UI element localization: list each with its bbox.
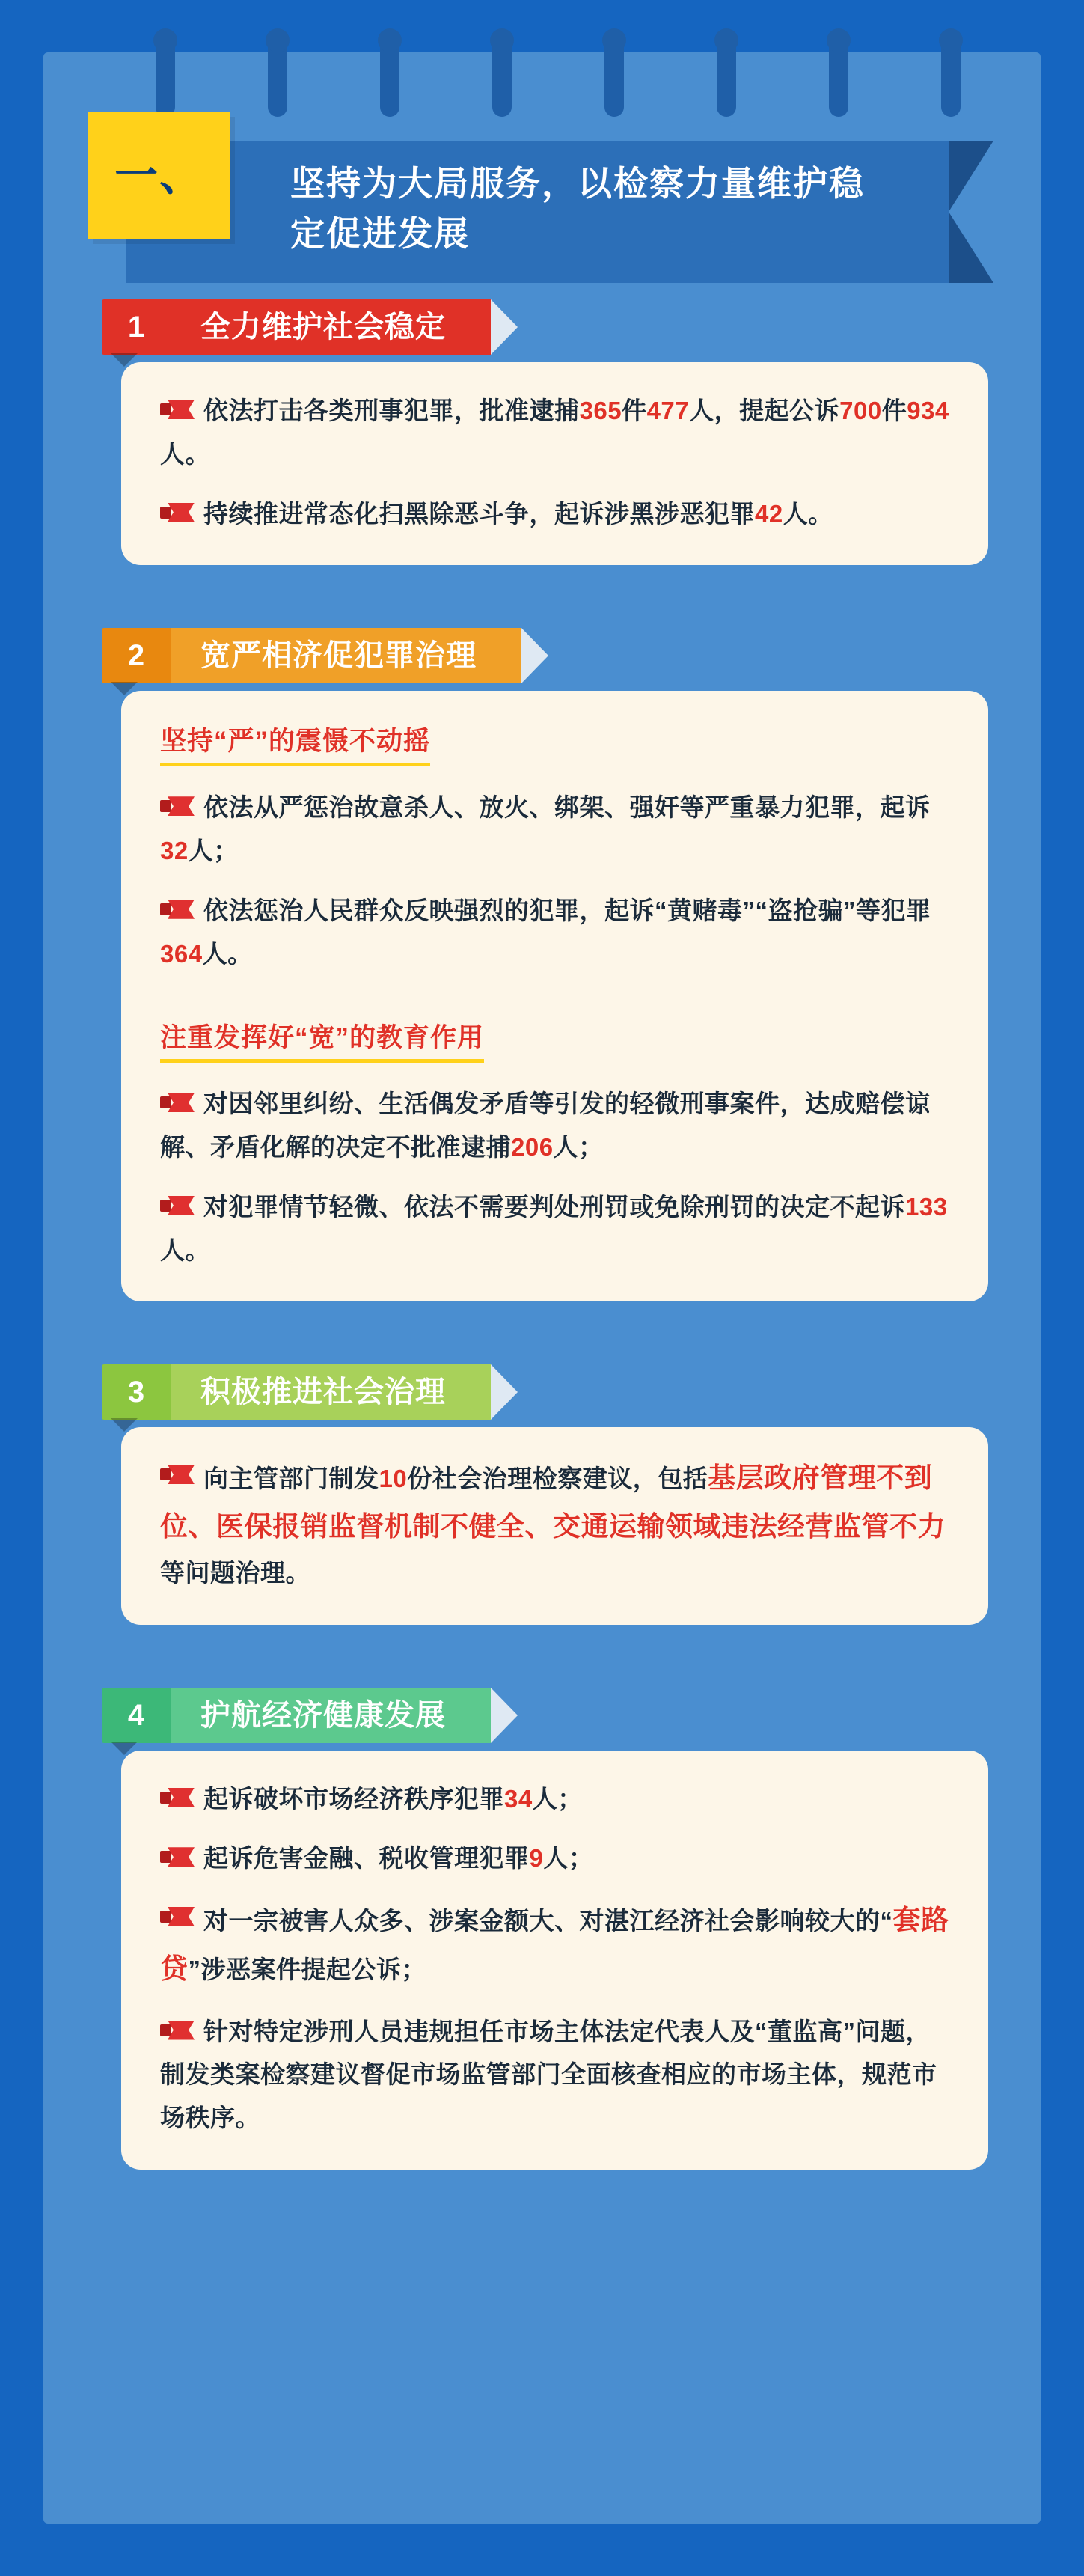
ring-icon [604,36,624,117]
text-run: ”涉恶案件提起公诉； [188,1955,426,1983]
section-header [102,1364,996,1427]
highlight-text: 10 [379,1465,408,1493]
bullet-item [160,1837,949,1880]
text-run: 对犯罪情节轻微、依法不需要判处刑罚或免除刑罚的决定不起诉 [203,1192,905,1221]
section-4 [88,1688,996,2170]
section-3 [88,1364,996,1624]
text-run: 起诉危害金融、税收管理犯罪 [203,1844,530,1873]
highlight-text: 32 [160,837,189,864]
flag-bullet-icon [160,1465,195,1484]
highlight-text: 42 [755,499,783,528]
bullet-item [160,1896,949,1994]
section-number-badge [102,1364,171,1420]
section-number-badge [102,299,171,355]
chapter-title: 坚持为大局服务，以检察力量维护稳定促进发展 [290,164,865,253]
content-root [0,112,1084,2232]
section-header [102,299,996,362]
text-run: 人。 [202,939,253,968]
ring-icon [380,36,399,117]
section-number: 4 [127,1698,145,1732]
spacer [88,579,996,628]
highlight-text: 34 [504,1784,533,1813]
bullet-item [160,786,949,873]
spacer [88,1638,996,1688]
text-run: 人； [188,837,239,864]
flag-bullet-icon [160,1093,195,1112]
chapter-number-badge [88,112,230,239]
highlight-text: 934 [907,397,949,424]
text-run: 件 [622,397,647,424]
ring-icon [717,36,736,117]
bullet-item [160,1185,949,1272]
chapter-number: 一、 [114,151,204,200]
highlight-text: 364 [160,939,203,968]
sub-heading: 坚持“严”的震慑不动摇 [160,721,430,766]
flag-bullet-icon [160,1847,195,1867]
flag-bullet-icon [160,1907,195,1926]
sub-heading: 注重发挥好“宽”的教育作用 [160,1017,484,1063]
text-run: 依法从严惩治故意杀人、放火、绑架、强奸等严重暴力犯罪，起诉 [203,793,931,822]
highlight-text: 基层政府管理不到位、医保报销监督机制不健全、交通运输领域违法经营监管不力 [160,1462,946,1542]
bullet-item [160,1082,949,1169]
ring-icon [492,36,512,117]
text-run: 向主管部门制发 [203,1465,379,1493]
section-header [102,628,996,691]
text-run: 份社会治理检察建议，包括 [407,1465,708,1493]
highlight-text: 477 [646,397,690,424]
highlight-text: 9 [529,1844,544,1873]
highlight-text: 206 [511,1133,554,1161]
bullet-item [160,492,949,536]
highlight-text: 365 [579,397,622,424]
highlight-text: 700 [839,397,882,424]
section-card [121,362,988,565]
section-card [121,691,988,1301]
text-run: 对一宗被害人众多、涉案金额大、对湛江经济社会影响较大的“ [203,1907,893,1935]
text-run: 依法打击各类刑事犯罪，批准逮捕 [203,397,580,424]
ring-icon [829,36,848,117]
section-header [102,1688,996,1751]
flag-bullet-icon [160,1788,195,1807]
section-1 [88,299,996,565]
section-title: 积极推进社会治理 [171,1364,491,1420]
flag-bullet-icon [160,503,195,522]
chapter-header [88,112,996,299]
text-run: 人； [553,1133,604,1161]
highlight-text: 133 [905,1192,948,1221]
text-run: 持续推进常态化扫黑除恶斗争，起诉涉黑涉恶犯罪 [203,499,755,528]
section-number: 2 [127,639,145,673]
text-run: 人。 [160,439,210,468]
flag-bullet-icon [160,900,195,919]
flag-bullet-icon [160,1196,195,1215]
text-run: 起诉破坏市场经济秩序犯罪 [203,1784,504,1813]
section-title: 宽严相济促犯罪治理 [171,628,521,683]
section-number: 1 [127,311,145,344]
section-card [121,1751,988,2170]
bullet-item [160,389,949,476]
bullet-item [160,2010,949,2140]
ring-icon [941,36,961,117]
section-number-badge [102,628,171,683]
bullet-item [160,1454,949,1594]
bullet-item [160,1777,949,1821]
spacer [88,1315,996,1364]
text-run: 人； [543,1844,594,1873]
section-title: 全力维护社会稳定 [171,299,491,355]
text-run: 人； [532,1784,583,1813]
section-2 [88,628,996,1301]
sections-container [88,299,996,2232]
text-run: 依法惩治人民群众反映强烈的犯罪，起诉“黄赌毒”“盗抢骗”等犯罪 [203,896,931,924]
flag-bullet-icon [160,2021,195,2040]
highlight-text: 套路贷 [160,1905,949,1984]
flag-bullet-icon [160,400,195,419]
spacer [88,2183,996,2232]
text-run: 人，提起公诉 [689,397,840,424]
bullet-item [160,889,949,976]
text-run: 等问题治理。 [160,1558,310,1587]
text-run: 针对特定涉刑人员违规担任市场主体法定代表人及“董监高”问题，制发类案检察建议督促市场监管部门全面核查相应的市场主体，规范市场秩序。 [160,2017,937,2131]
ring-icon [156,36,175,117]
ring-icon [268,36,287,117]
section-card [121,1427,988,1624]
section-title: 护航经济健康发展 [171,1688,491,1743]
flag-bullet-icon [160,796,195,816]
text-run: 对因邻里纠纷、生活偶发矛盾等引发的轻微刑事案件，达成赔偿谅解、矛盾化解的决定不批准逮捕 [160,1090,931,1161]
text-run: 件 [881,397,907,424]
text-run: 人。 [783,499,833,528]
text-run: 人。 [160,1236,210,1264]
section-number-badge [102,1688,171,1743]
section-number: 3 [127,1376,145,1409]
